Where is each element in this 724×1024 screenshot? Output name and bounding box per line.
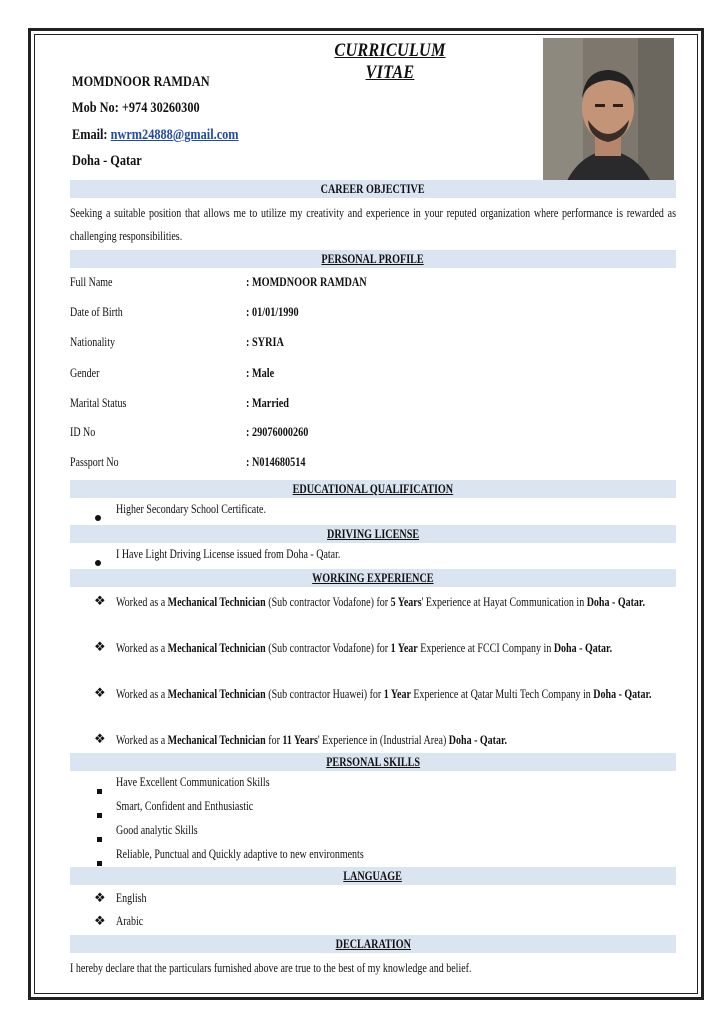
driving-license-heading: DRIVING LICENSE xyxy=(70,525,676,543)
language-bullet-icon: ❖ xyxy=(94,913,106,928)
candidate-name: MOMDNOOR RAMDAN xyxy=(72,74,210,90)
skill-bullet-icon xyxy=(97,805,102,823)
mobile-line xyxy=(72,100,200,117)
work-item-3: Worked as a Mechanical Technician (Sub contractor Huawei) for 1 Year Experience at Qatar Multi Tech Company in Doha - Qatar. xyxy=(116,687,652,701)
profile-value-passport: : N014680514 xyxy=(246,455,306,469)
work-item-4: Worked as a Mechanical Technician for 11 Years' Experience in (Industrial Area) Doha - Qatar. xyxy=(116,733,508,747)
work-bullet-icon: ❖ xyxy=(94,731,106,746)
email-label: Email: xyxy=(72,127,108,143)
mobile-label: Mob No: xyxy=(72,100,119,116)
declaration-heading: DECLARATION xyxy=(70,935,676,953)
work-item-1: Worked as a Mechanical Technician (Sub contractor Vodafone) for 5 Years' Experience at Hayat Communication in Doha - Qatar. xyxy=(116,595,645,609)
skill-bullet-icon xyxy=(97,829,102,847)
skill-item: Good analytic Skills xyxy=(116,823,198,837)
language-item: English xyxy=(116,891,147,905)
profile-label-passport: Passport No xyxy=(70,455,119,469)
education-item: Higher Secondary School Certificate. xyxy=(116,502,266,516)
profile-label-marital: Marital Status xyxy=(70,396,127,410)
personal-profile-heading: PERSONAL PROFILE xyxy=(70,250,676,268)
declaration-text: I hereby declare that the particulars furnished above are true to the best of my knowledge and belief. xyxy=(70,961,472,975)
skill-item: Have Excellent Communication Skills xyxy=(116,775,270,789)
profile-value-gender: : Male xyxy=(246,366,275,380)
profile-photo xyxy=(543,38,674,196)
skill-item: Reliable, Punctual and Quickly adaptive to new environments xyxy=(116,847,364,861)
work-bullet-icon: ❖ xyxy=(94,685,106,700)
profile-label-gender: Gender xyxy=(70,366,100,380)
profile-label-nationality: Nationality xyxy=(70,335,115,349)
document-title: CURRICULUM VITAE xyxy=(334,40,446,83)
skill-item: Smart, Confident and Enthusiastic xyxy=(116,799,254,813)
profile-value-dob: : 01/01/1990 xyxy=(246,305,299,319)
language-bullet-icon: ❖ xyxy=(94,890,106,905)
profile-value-marital: : Married xyxy=(246,396,289,410)
profile-value-id: : 29076000260 xyxy=(246,425,309,439)
language-heading: LANGUAGE xyxy=(70,867,676,885)
education-bullet-icon xyxy=(95,508,101,526)
education-heading: EDUCATIONAL QUALIFICATION xyxy=(70,480,676,498)
career-objective-heading: CAREER OBJECTIVE xyxy=(70,180,676,198)
profile-label-full-name: Full Name xyxy=(70,275,113,289)
work-bullet-icon: ❖ xyxy=(94,593,106,608)
email-line xyxy=(72,127,239,144)
profile-label-dob: Date of Birth xyxy=(70,305,123,319)
language-item: Arabic xyxy=(116,914,144,928)
profile-label-id: ID No xyxy=(70,425,96,439)
location: Doha - Qatar xyxy=(72,153,142,169)
personal-skills-heading: PERSONAL SKILLS xyxy=(70,753,676,771)
mobile-number: +974 30260300 xyxy=(121,100,200,116)
skill-bullet-icon xyxy=(97,781,102,799)
career-objective-text: Seeking a suitable position that allows me to utilize my creativity and experience in your reputed organization where performance is rewarded as challenging responsibilities. xyxy=(70,206,676,243)
working-experience-heading: WORKING EXPERIENCE xyxy=(70,569,676,587)
profile-value-full-name: : MOMDNOOR RAMDAN xyxy=(246,275,367,289)
work-bullet-icon: ❖ xyxy=(94,639,106,654)
profile-value-nationality: : SYRIA xyxy=(246,335,284,349)
work-item-2: Worked as a Mechanical Technician (Sub contractor Vodafone) for 1 Year Experience at FCCI Company in Doha - Qatar. xyxy=(116,641,613,655)
email-link[interactable]: nwrm24888@gmail.com xyxy=(110,127,239,143)
driving-item: I Have Light Driving License issued from Doha - Qatar. xyxy=(116,547,341,561)
